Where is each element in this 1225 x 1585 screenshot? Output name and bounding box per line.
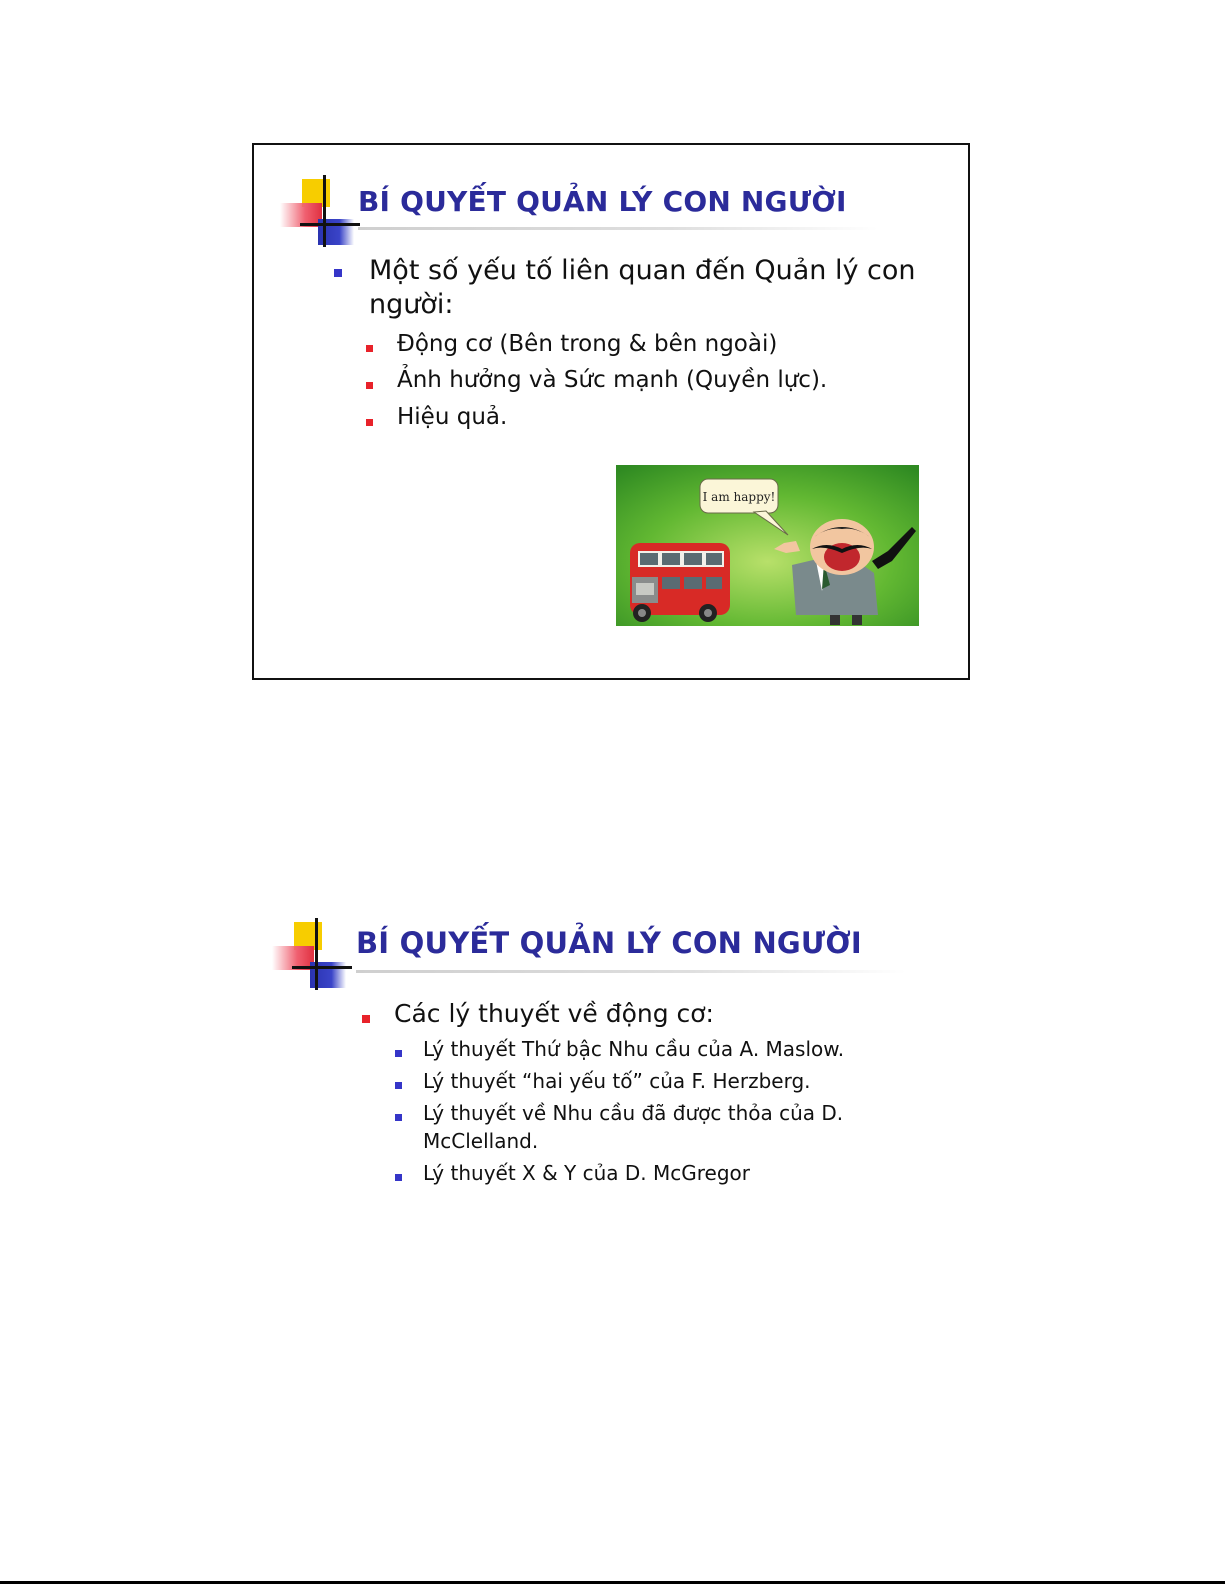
slide-title: BÍ QUYẾT QUẢN LÝ CON NGƯỜI bbox=[358, 185, 847, 218]
title-underline bbox=[356, 970, 906, 973]
sub-bullet: Lý thuyết X & Y của D. McGregor bbox=[423, 1161, 751, 1185]
sub-bullet: Lý thuyết về Nhu cầu đã được thỏa của D. bbox=[423, 1101, 844, 1125]
main-bullet-line2: người: bbox=[369, 289, 454, 320]
sub-bullet-continuation: McClelland. bbox=[423, 1129, 539, 1153]
sub-bullet: Lý thuyết “hai yếu tố” của F. Herzberg. bbox=[423, 1069, 811, 1093]
slide-1 bbox=[252, 143, 970, 680]
sub-bullet-marker-icon bbox=[395, 1082, 402, 1089]
sub-bullet-marker-icon bbox=[395, 1114, 402, 1121]
bullet-marker-icon bbox=[334, 269, 342, 277]
sub-bullet: Động cơ (Bên trong & bên ngoài) bbox=[397, 331, 778, 357]
main-bullet-line1: Một số yếu tố liên quan đến Quản lý con bbox=[369, 255, 916, 286]
slide-logo-icon bbox=[280, 175, 370, 255]
sub-bullet: Ảnh hưởng và Sức mạnh (Quyền lực). bbox=[397, 367, 828, 393]
sub-bullet: Lý thuyết Thứ bậc Nhu cầu của A. Maslow. bbox=[423, 1037, 845, 1061]
title-underline bbox=[358, 227, 878, 230]
sub-bullet: Hiệu quả. bbox=[397, 404, 508, 430]
bullet-marker-icon bbox=[362, 1015, 370, 1023]
speech-bubble-text: I am happy! bbox=[702, 490, 776, 504]
sub-bullet-marker-icon bbox=[366, 382, 373, 389]
slide-2 bbox=[252, 890, 970, 1427]
cartoon-bus-man-image bbox=[616, 465, 919, 626]
slide-title: BÍ QUYẾT QUẢN LÝ CON NGƯỜI bbox=[356, 926, 862, 960]
main-bullet: Các lý thuyết về động cơ: bbox=[394, 999, 714, 1028]
page-bottom-rule bbox=[0, 1581, 1225, 1584]
bus-icon bbox=[630, 543, 730, 622]
sub-bullet-marker-icon bbox=[366, 419, 373, 426]
sub-bullet-marker-icon bbox=[366, 345, 373, 352]
slide-logo-icon bbox=[272, 918, 362, 998]
sub-bullet-marker-icon bbox=[395, 1174, 402, 1181]
sub-bullet-marker-icon bbox=[395, 1050, 402, 1057]
